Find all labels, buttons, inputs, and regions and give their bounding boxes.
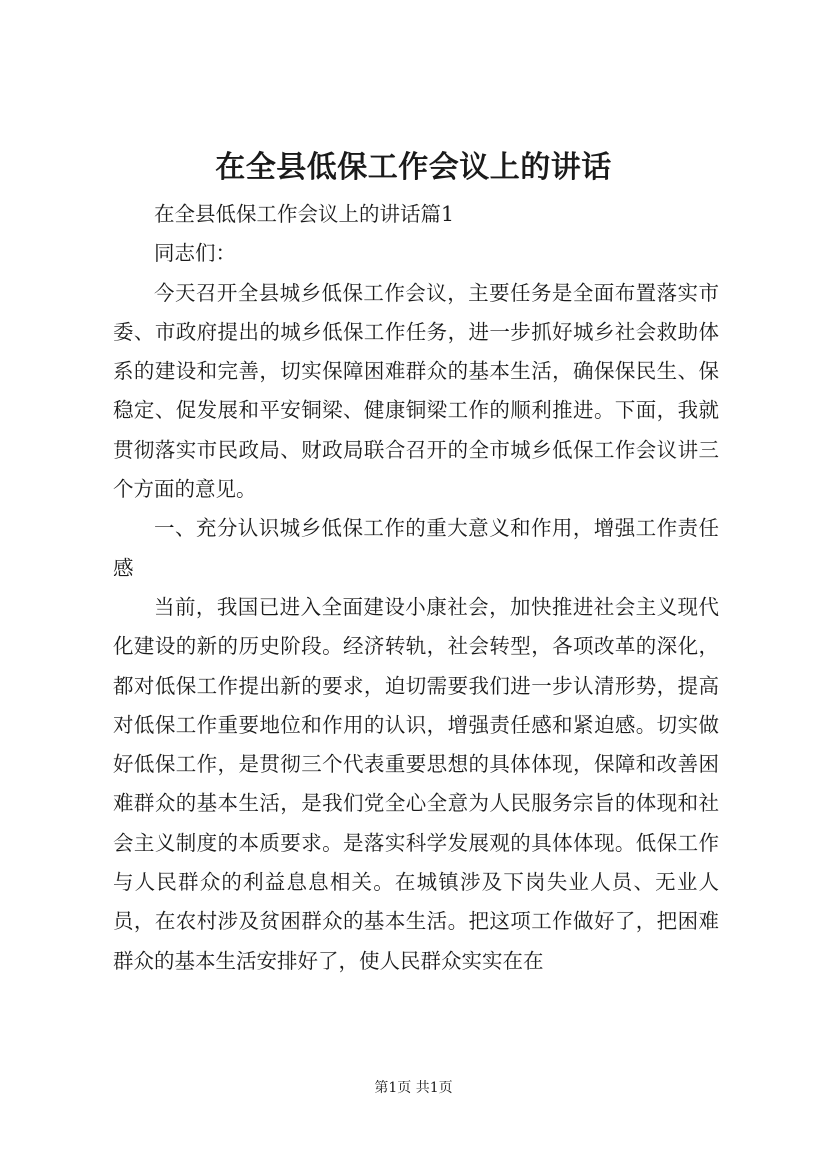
- body-paragraph-intro: 今天召开全县城乡低保工作会议，主要任务是全面布置落实市委、市政府提出的城乡低保工作任务，进一步抓好城乡社会救助体系的建设和完善，切实保障困难群众的基本生活，确保保民生、保稳定、促发展和平安铜梁、健康铜梁工作的顺利推进。下面，我就贯彻落实市民政局、财政局联合召开的全市城乡低保工作会议讲三个方面的意见。: [113, 280, 719, 502]
- subtitle-line: 在全县低保工作会议上的讲话篇1: [154, 202, 455, 226]
- section-heading-1: 一、充分认识城乡低保工作的重大意义和作用，增强工作责任感: [113, 516, 719, 580]
- document-body: [113, 195, 719, 981]
- body-paragraph-section-1: 当前，我国已进入全面建设小康社会，加快推进社会主义现代化建设的新的历史阶段。经济转轨，社会转型，各项改革的深化，都对低保工作提出新的要求，迫切需要我们进一步认清形势，提高对低保工作重要地位和作用的认识，增强责任感和紧迫感。切实做好低保工作，是贯彻三个代表重要思想的具体体现，保障和改善困难群众的基本生活，是我们党全心全意为人民服务宗旨的体现和社会主义制度的本质要求。是落实科学发展观的具体体现。低保工作与人民群众的利益息息相关。在城镇涉及下岗失业人员、无业人员，在农村涉及贫困群众的基本生活。把这项工作做好了，把困难群众的基本生活安排好了，使人民群众实实在在: [113, 594, 719, 973]
- document-title: 在全县低保工作会议上的讲话: [215, 150, 612, 185]
- page-number-footer: 第1页 共1页: [374, 1080, 453, 1096]
- salutation-line: 同志们：: [154, 241, 236, 266]
